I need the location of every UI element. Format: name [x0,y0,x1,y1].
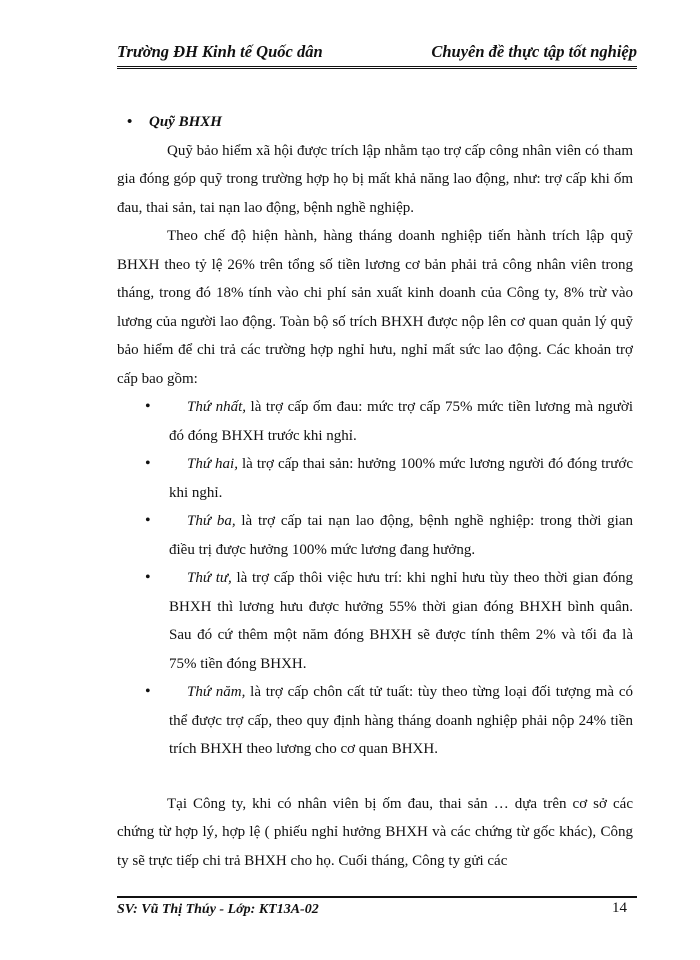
page-footer [117,896,637,922]
list-item-text: là trợ cấp chôn cất tử tuất: tùy theo từng loại đối tượng mà có thể được trợ cấp, theo quy định hàng tháng doanh nghiệp phải nộp 24% tiền trích BHXH theo lương cho cơ quan BHXH. [169,684,634,757]
page-header [117,40,637,69]
header-report-title: Chuyên đề thực tập tốt nghiệp [431,42,637,61]
section-heading [117,108,633,137]
list-item-text: là trợ cấp thôi việc hưu trí: khi nghỉ hưu tùy theo thời gian đóng BHXH thì lương hưu được hưởng 55% thời gian đóng BHXH bình quân. Sau đó cứ thêm một năm đóng BHXH sẽ được tính thêm 2% và tối đa là 75% tiền đóng BHXH. [169,570,634,672]
list-item [145,450,633,507]
paragraph-contribution: Theo chế độ hiện hành, hàng tháng doanh nghiệp tiến hành trích lập quỹ BHXH theo tỷ lệ 26% trên tổng số tiền lương cơ bản phải trả công nhân viên trong tháng, trong đó 18% tính vào chi phí sản xuất kinh doanh của Công ty, 8% trừ vào lương của người lao động. Toàn bộ số trích BHXH được nộp lên cơ quan quản lý quỹ bảo hiểm để chi trả các trường hợp nghỉ hưu, nghỉ mất sức lao động. Các khoản trợ cấp bao gồm: [117,228,633,387]
list-item-lead: Thứ năm, [187,684,246,700]
page-number: 14 [612,900,627,916]
bullet-icon: • [145,683,151,700]
list-item-text: là trợ cấp ốm đau: mức trợ cấp 75% mức tiền lương mà người đó đóng BHXH trước khi nghỉ. [169,399,633,444]
bullet-icon: • [145,455,151,472]
list-item [145,393,633,450]
allowance-list [117,393,633,764]
list-item [145,564,634,678]
list-item-lead: Thứ tư, [187,570,232,586]
page-body [117,108,633,875]
footer-student-info: SV: Vũ Thị Thúy - Lớp: KT13A-02 [117,902,319,917]
list-item-lead: Thứ hai, [187,456,238,472]
header-university: Trường ĐH Kinh tế Quốc dân [117,42,323,61]
bullet-icon: • [145,398,151,415]
paragraph-company-practice: Tại Công ty, khi có nhân viên bị ốm đau, thai sản … dựa trên cơ sở các chứng từ hợp lý, hợp lệ ( phiếu nghỉ hưởng BHXH và các chứng từ gốc khác), Công ty sẽ trực tiếp chi trả BHXH cho họ. Cuối tháng, Công ty gửi các [117,795,633,869]
paragraph-intro: Quỹ bảo hiểm xã hội được trích lập nhằm tạo trợ cấp công nhân viên có tham gia đóng góp quỹ trong trường hợp họ bị mất khả năng lao động, như: trợ cấp khi ốm đau, thai sản, tai nạn lao động, bệnh nghề nghiệp. [117,142,633,216]
bullet-icon: • [145,512,151,529]
list-item [145,678,634,764]
section-heading-text: Quỹ BHXH [149,114,222,130]
bullet-icon: • [145,569,151,586]
list-item-text: là trợ cấp tai nạn lao động, bệnh nghề nghiệp: trong thời gian điều trị được hưởng 100% mức lương đang hưởng. [169,513,633,558]
bullet-icon: • [127,114,133,130]
paragraph-gap [117,764,633,790]
list-item-lead: Thứ ba, [187,513,236,529]
list-item [145,507,633,564]
list-item-lead: Thứ nhất, [187,399,246,415]
list-item-text: là trợ cấp thai sản: hưởng 100% mức lương người đó đóng trước khi nghỉ. [169,456,633,501]
